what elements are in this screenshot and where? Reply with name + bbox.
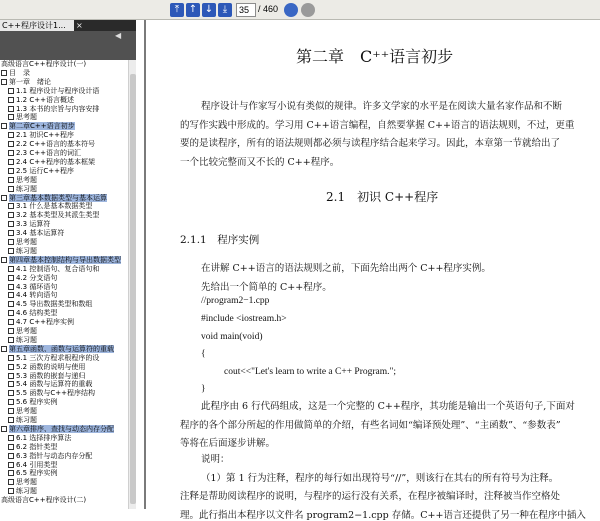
bookmark-page-icon <box>8 97 14 103</box>
bookmark-page-icon <box>8 435 14 441</box>
bookmark-item[interactable] <box>8 176 37 184</box>
bookmark-label: 5.6 程序实例 <box>16 398 58 407</box>
bookmark-item[interactable] <box>8 363 85 371</box>
bookmark-item[interactable] <box>8 283 57 291</box>
bookmark-page-icon <box>8 417 14 423</box>
bookmark-item[interactable] <box>1 256 121 264</box>
bookmark-item[interactable] <box>8 158 95 166</box>
pdf-toolbar <box>0 0 600 20</box>
bookmark-item[interactable] <box>1 425 114 433</box>
bookmark-item[interactable] <box>8 354 99 362</box>
bookmark-item[interactable] <box>8 318 74 326</box>
bookmark-label: 4.6 结构类型 <box>16 309 58 318</box>
bookmark-page-icon <box>8 470 14 476</box>
bookmark-page-icon <box>8 212 14 218</box>
bookmark-page-icon <box>8 266 14 272</box>
last-page-icon[interactable]: ⤓ <box>218 3 232 17</box>
bookmark-label: 高级语言C++程序设计(二) <box>1 496 87 505</box>
page-number-input[interactable]: 35 <box>236 3 256 17</box>
bookmark-item[interactable] <box>8 389 95 397</box>
bookmark-label: 思考题 <box>16 407 37 416</box>
bookmark-page-icon <box>1 346 7 352</box>
bookmark-item[interactable] <box>8 265 99 273</box>
sidebar-tabbar <box>0 20 136 31</box>
bookmark-item[interactable] <box>8 140 95 148</box>
zoom-in-icon[interactable] <box>301 3 315 17</box>
subsection-title: 2.1.1 程序实例 <box>180 234 260 246</box>
bookmark-item[interactable] <box>8 87 99 95</box>
bookmark-label: 4.5 导出数据类型和数组 <box>16 300 93 309</box>
chapter-title: 第二章 C⁺⁺语言初步 <box>296 47 454 66</box>
bookmark-item[interactable] <box>8 105 99 113</box>
bookmark-page-icon <box>8 488 14 494</box>
bookmark-label: 4.3 循环语句 <box>16 282 58 291</box>
bookmark-page-icon <box>8 462 14 468</box>
bookmark-label: 练习题 <box>16 246 37 255</box>
bookmark-item[interactable] <box>8 452 92 460</box>
bookmark-page-icon <box>8 390 14 396</box>
bookmark-page-icon <box>8 275 14 281</box>
bookmark-page-icon <box>8 230 14 236</box>
paragraph-line: 先给出一个简单的 C++程序。 <box>201 281 332 293</box>
bookmark-page-icon <box>8 221 14 227</box>
code-line: cout<<"Let's learn to write a C++ Program."; <box>224 367 397 377</box>
bookmark-label: 5.1 三次方程求根程序的设 <box>16 353 100 362</box>
bookmark-label: 3.4 基本运算符 <box>16 229 65 238</box>
bookmark-item[interactable] <box>8 149 81 157</box>
bookmark-page-icon <box>8 132 14 138</box>
bookmark-page-icon <box>8 301 14 307</box>
bookmark-label: 第六章排序、查找与动态内存分配 <box>9 424 114 433</box>
bookmark-label: 3.3 运算符 <box>16 220 51 229</box>
bookmark-page-icon <box>1 195 7 201</box>
bookmark-item[interactable] <box>8 372 85 380</box>
bookmark-item[interactable] <box>1 194 107 202</box>
bookmark-page-icon <box>8 177 14 183</box>
bookmark-label: 5.3 函数的嵌套与递归 <box>16 371 86 380</box>
total-pages-label: / 460 <box>258 4 279 14</box>
bookmark-label: 练习题 <box>16 335 37 344</box>
bookmark-page-icon <box>8 373 14 379</box>
bookmark-item[interactable] <box>1 122 75 130</box>
bookmark-page-icon <box>8 337 14 343</box>
bookmark-item[interactable] <box>1 78 51 86</box>
bookmark-label: 4.2 分支语句 <box>16 273 58 282</box>
bookmark-label: 练习题 <box>16 184 37 193</box>
bookmark-item[interactable] <box>8 131 74 139</box>
bookmark-label: 3.2 基本类型及其派生类型 <box>16 211 100 220</box>
bookmark-item[interactable] <box>1 496 86 504</box>
bookmark-label: 5.2 函数的说明与使用 <box>16 362 86 371</box>
bookmark-item[interactable] <box>8 96 74 104</box>
bookmark-label: 6.3 指针与动态内存分配 <box>16 451 93 460</box>
bookmark-page-icon <box>8 114 14 120</box>
bookmark-label: 第三章基本数据类型与基本运算 <box>9 193 107 202</box>
next-page-icon[interactable]: ↓ <box>202 3 216 17</box>
bookmark-page-icon <box>1 257 7 263</box>
bookmark-label: 6.4 引用类型 <box>16 460 58 469</box>
document-page <box>137 20 600 521</box>
bookmark-label: 1.3 本书的宗旨与内容安排 <box>16 104 100 113</box>
bookmark-label: 4.7 C++程序实例 <box>16 318 74 327</box>
bookmark-page-icon <box>1 123 7 129</box>
bookmark-page-icon <box>8 88 14 94</box>
bookmark-label: 第二章C++语言初步 <box>9 122 75 131</box>
bookmark-page-icon <box>8 328 14 334</box>
sidebar-scrollbar[interactable] <box>128 60 136 509</box>
bookmark-item[interactable] <box>8 220 50 228</box>
bookmark-item[interactable] <box>8 327 37 335</box>
code-line: void main(void) <box>201 332 263 342</box>
bookmark-page-icon <box>8 444 14 450</box>
bookmark-label: 6.5 程序实例 <box>16 469 58 478</box>
bookmark-item[interactable] <box>8 461 57 469</box>
paragraph-line: 程序设计与作家写小说有类似的规律。许多文学家的水平是在阅读大量名家作品和不断 <box>201 101 563 112</box>
bookmark-label: 4.4 转向语句 <box>16 291 58 300</box>
bookmark-label: 思考题 <box>16 238 37 246</box>
bookmark-label: 第四章基本控制结构与导出数据类型 <box>9 255 121 264</box>
bookmark-item[interactable] <box>8 443 57 451</box>
bookmark-page-icon <box>8 310 14 316</box>
bookmark-page-icon <box>8 186 14 192</box>
bookmark-label: 1.1 程序设计与程序设计语 <box>16 86 100 95</box>
bookmark-label: 思考题 <box>16 113 37 122</box>
bookmark-item[interactable] <box>8 185 37 193</box>
bookmark-page-icon <box>8 292 14 298</box>
bookmark-label: 思考题 <box>16 175 37 184</box>
bookmark-item[interactable] <box>8 113 37 121</box>
bookmark-page-icon <box>8 408 14 414</box>
paragraph-line: 等将在后面逐步讲解。 <box>180 438 276 449</box>
section-title: 2.1 初识 C++程序 <box>326 190 439 204</box>
bookmark-item[interactable] <box>8 434 71 442</box>
code-line: { <box>201 349 206 359</box>
zoom-out-icon[interactable] <box>284 3 298 17</box>
bookmark-label: 2.3 C++语言的词汇 <box>16 149 81 157</box>
bookmark-item[interactable] <box>8 469 57 477</box>
bookmark-item[interactable] <box>8 478 37 486</box>
paragraph-line: 要的是读程序，所有的语法规则都必须与读程序结合起来学习。因此，本章第一节就给出了 <box>180 138 561 149</box>
bookmark-page-icon <box>8 248 14 254</box>
bookmark-item[interactable] <box>8 291 57 299</box>
page-edge <box>144 20 146 509</box>
bookmark-label: 目 录 <box>9 68 30 77</box>
bookmark-page-icon <box>1 426 7 432</box>
bookmark-label: 第一章 绪论 <box>9 77 51 86</box>
paragraph-line: 理。此行指出本程序以文件名 program2−1.cpp 存储。C++语言还提供了另一种在程序中插入 <box>180 509 586 521</box>
bookmark-page-icon <box>8 106 14 112</box>
bookmark-label: 1.2 C++语言概述 <box>16 95 74 104</box>
bookmark-page-icon <box>8 168 14 174</box>
bookmark-label: 思考题 <box>16 327 37 335</box>
bookmark-label: 练习题 <box>16 487 37 496</box>
code-line: //program2−1.cpp <box>201 296 270 306</box>
bookmark-label: 3.1 什么是基本数据类型 <box>16 202 93 211</box>
bookmark-item[interactable] <box>8 167 74 175</box>
bookmark-item[interactable] <box>8 229 64 237</box>
bookmark-label: 练习题 <box>16 416 37 424</box>
bookmark-item[interactable] <box>8 398 57 406</box>
paragraph-line: （1）第 1 行为注释，程序的每行如出现符号“//”，则该行在其右的所有符号为注释。 <box>201 472 559 484</box>
bookmark-page-icon <box>8 141 14 147</box>
scrollbar-thumb[interactable] <box>130 74 136 504</box>
document-tab[interactable]: C++程序设计1... <box>0 20 74 31</box>
previous-page-icon[interactable]: ↑ <box>186 3 200 17</box>
bookmark-label: 第五章函数、函数与运算符的重载 <box>9 344 114 353</box>
bookmark-item[interactable] <box>8 336 37 344</box>
paragraph-line: 注释是帮助阅读程序的说明，与程序的运行没有关系，在程序被编译时，注释被当作空格处 <box>180 491 561 502</box>
bookmark-label: 4.1 控制语句、复合语句和 <box>16 264 100 273</box>
bookmark-item[interactable] <box>8 238 37 246</box>
paragraph-line: 的写作实践中形成的。学习用 C++语言编程，自然要掌握 C++语言的语法规则，不过，更重 <box>180 119 575 131</box>
paragraph-line: 此程序由 6 行代码组成，这是一个完整的 C++程序，其功能是输出一个英语句子,下面对 <box>201 401 575 412</box>
bookmark-page-icon <box>8 453 14 459</box>
bookmark-label: 高级语言C++程序设计(一) <box>1 60 87 68</box>
bookmark-item[interactable] <box>8 211 99 219</box>
bookmark-page-icon <box>1 79 7 85</box>
bookmark-label: 5.4 函数与运算符的重载 <box>16 380 93 389</box>
bookmark-item[interactable] <box>8 380 92 388</box>
bookmark-label: 2.5 运行C++程序 <box>16 166 74 175</box>
bookmark-page-icon <box>8 381 14 387</box>
bookmark-item[interactable] <box>8 247 37 255</box>
bookmark-page-icon <box>8 159 14 165</box>
bookmark-page-icon <box>8 239 14 245</box>
bookmark-item[interactable] <box>8 309 57 317</box>
bookmark-item[interactable] <box>8 487 37 495</box>
bookmark-sidebar <box>0 20 136 509</box>
bookmark-page-icon <box>8 364 14 370</box>
bookmark-page-icon <box>8 150 14 156</box>
bookmark-label: 2.4 C++程序的基本框架 <box>16 157 95 166</box>
bookmark-label: 思考题 <box>16 478 37 487</box>
bookmark-outline <box>0 60 128 509</box>
code-line: } <box>201 384 206 394</box>
bookmark-page-icon <box>8 319 14 325</box>
bookmark-item[interactable] <box>8 416 37 424</box>
bookmark-item[interactable] <box>8 300 92 308</box>
code-line: #include <iostream.h> <box>201 314 287 324</box>
bookmark-label: 6.2 指针类型 <box>16 442 58 451</box>
paragraph-line: 说明： <box>201 454 230 465</box>
bookmark-item[interactable] <box>1 345 114 353</box>
bookmark-label: 6.1 选择排序算法 <box>16 433 72 442</box>
bookmark-item[interactable] <box>1 60 86 68</box>
paragraph-line: 在讲解 C++语言的语法规则之前，下面先给出两个 C++程序实例。 <box>201 263 491 274</box>
close-icon[interactable]: × <box>76 21 83 30</box>
bookmark-page-icon <box>8 203 14 209</box>
bookmark-item[interactable] <box>8 202 92 210</box>
chevron-left-icon[interactable]: ◀ <box>115 31 122 40</box>
bookmark-item[interactable] <box>1 69 30 77</box>
bookmark-page-icon <box>8 355 14 361</box>
bookmark-page-icon <box>8 399 14 405</box>
paragraph-line: 一个比较完整而又不长的 C++程序。 <box>180 156 340 168</box>
bookmark-item[interactable] <box>8 407 37 415</box>
first-page-icon[interactable]: ⤒ <box>170 3 184 17</box>
bookmark-page-icon <box>8 284 14 290</box>
bookmark-item[interactable] <box>8 274 57 282</box>
bookmark-label: 2.1 初识C++程序 <box>16 131 74 140</box>
bookmark-page-icon <box>1 70 7 76</box>
bookmark-label: 2.2 C++语言的基本符号 <box>16 140 95 149</box>
bookmark-label: 5.5 函数与C++程序结构 <box>16 389 95 398</box>
bookmark-page-icon <box>8 479 14 485</box>
paragraph-line: 程序的各个部分所起的作用做简单的介绍，有些名词如“编译预处理”、“主函数”、“参数表” <box>180 419 561 431</box>
